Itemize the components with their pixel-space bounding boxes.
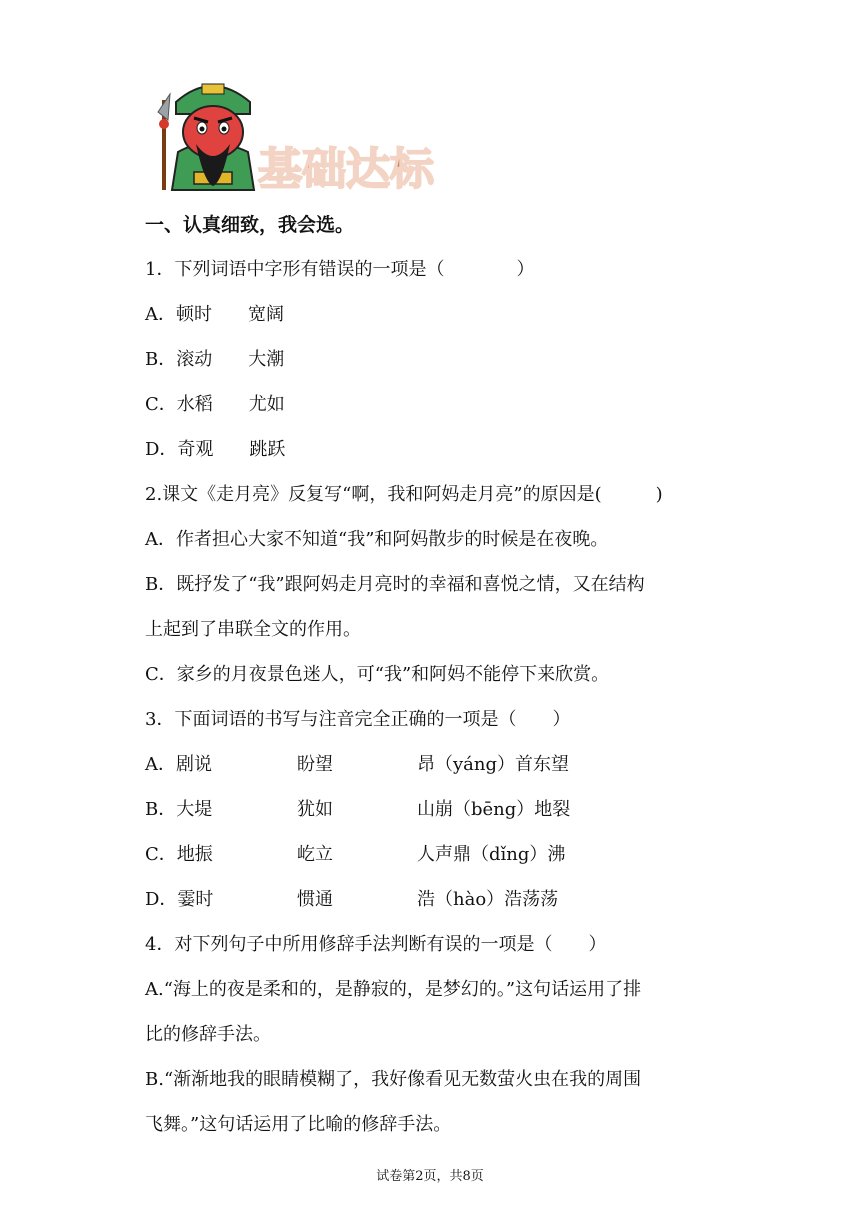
question-2-option-b-line1: B．既抒发了“我”跟阿妈走月亮时的幸福和喜悦之情，又在结构	[145, 574, 645, 595]
option-word-2: 犹如	[297, 799, 333, 820]
option-word-3: 昂（yáng）首东望	[417, 754, 570, 775]
question-2-stem: 2.课文《走月亮》反复写“啊，我和阿妈走月亮”的原因是( )	[145, 484, 663, 505]
question-1-option-b: B．滚动 大潮	[145, 349, 285, 370]
cartoon-general-icon	[158, 84, 254, 190]
question-1-option-d: D．奇观 跳跃	[145, 439, 286, 460]
option-word-3: 人声鼎（dǐng）沸	[417, 844, 566, 865]
section-title: 一、认真细致，我会选。	[145, 214, 355, 236]
question-4-stem: 4．对下列句子中所用修辞手法判断有误的一项是（ ）	[145, 934, 607, 955]
option-word-1: B．大堤	[145, 799, 213, 820]
option-word-3: 浩（hào）浩荡荡	[417, 889, 559, 910]
question-3-stem: 3．下面词语的书写与注音完全正确的一项是（ ）	[145, 709, 571, 730]
question-4-option-b-line2: 飞舞。”这句话运用了比喻的修辞手法。	[145, 1114, 452, 1135]
svg-text:基础达标: 基础达标	[258, 144, 434, 195]
question-4-option-a-line1: A.“海上的夜是柔和的，是静寂的，是梦幻的。”这句话运用了排	[145, 979, 642, 1000]
question-4-option-b-line1: B.“渐渐地我的眼睛模糊了，我好像看见无数萤火虫在我的周围	[145, 1069, 642, 1090]
option-word-1: A．剧说	[145, 754, 212, 775]
option-word-2: 惯通	[297, 889, 333, 910]
option-word-1: C．地振	[145, 844, 213, 865]
question-1-option-a: A．顿时 宽阔	[145, 304, 284, 325]
page-footer: 试卷第2页，共8页	[376, 1169, 484, 1184]
question-2-option-c: C．家乡的月夜景色迷人，可“我”和阿妈不能停下来欣赏。	[145, 664, 610, 685]
section-banner	[150, 72, 470, 197]
question-2-option-b-line2: 上起到了串联全文的作用。	[145, 619, 361, 640]
banner-title-art	[258, 144, 436, 195]
question-1-stem: 1．下列词语中字形有错误的一项是（ ）	[145, 259, 535, 280]
question-4-option-a-line2: 比的修辞手法。	[145, 1024, 271, 1045]
option-word-3: 山崩（bēng）地裂	[417, 799, 571, 820]
question-2-option-a: A．作者担心大家不知道“我”和阿妈散步的时候是在夜晚。	[145, 529, 609, 550]
question-1-option-c: C．水稻 尤如	[145, 394, 285, 415]
option-word-2: 屹立	[297, 844, 333, 865]
option-word-1: D．霎时	[145, 889, 214, 910]
option-word-2: 盼望	[297, 754, 333, 775]
